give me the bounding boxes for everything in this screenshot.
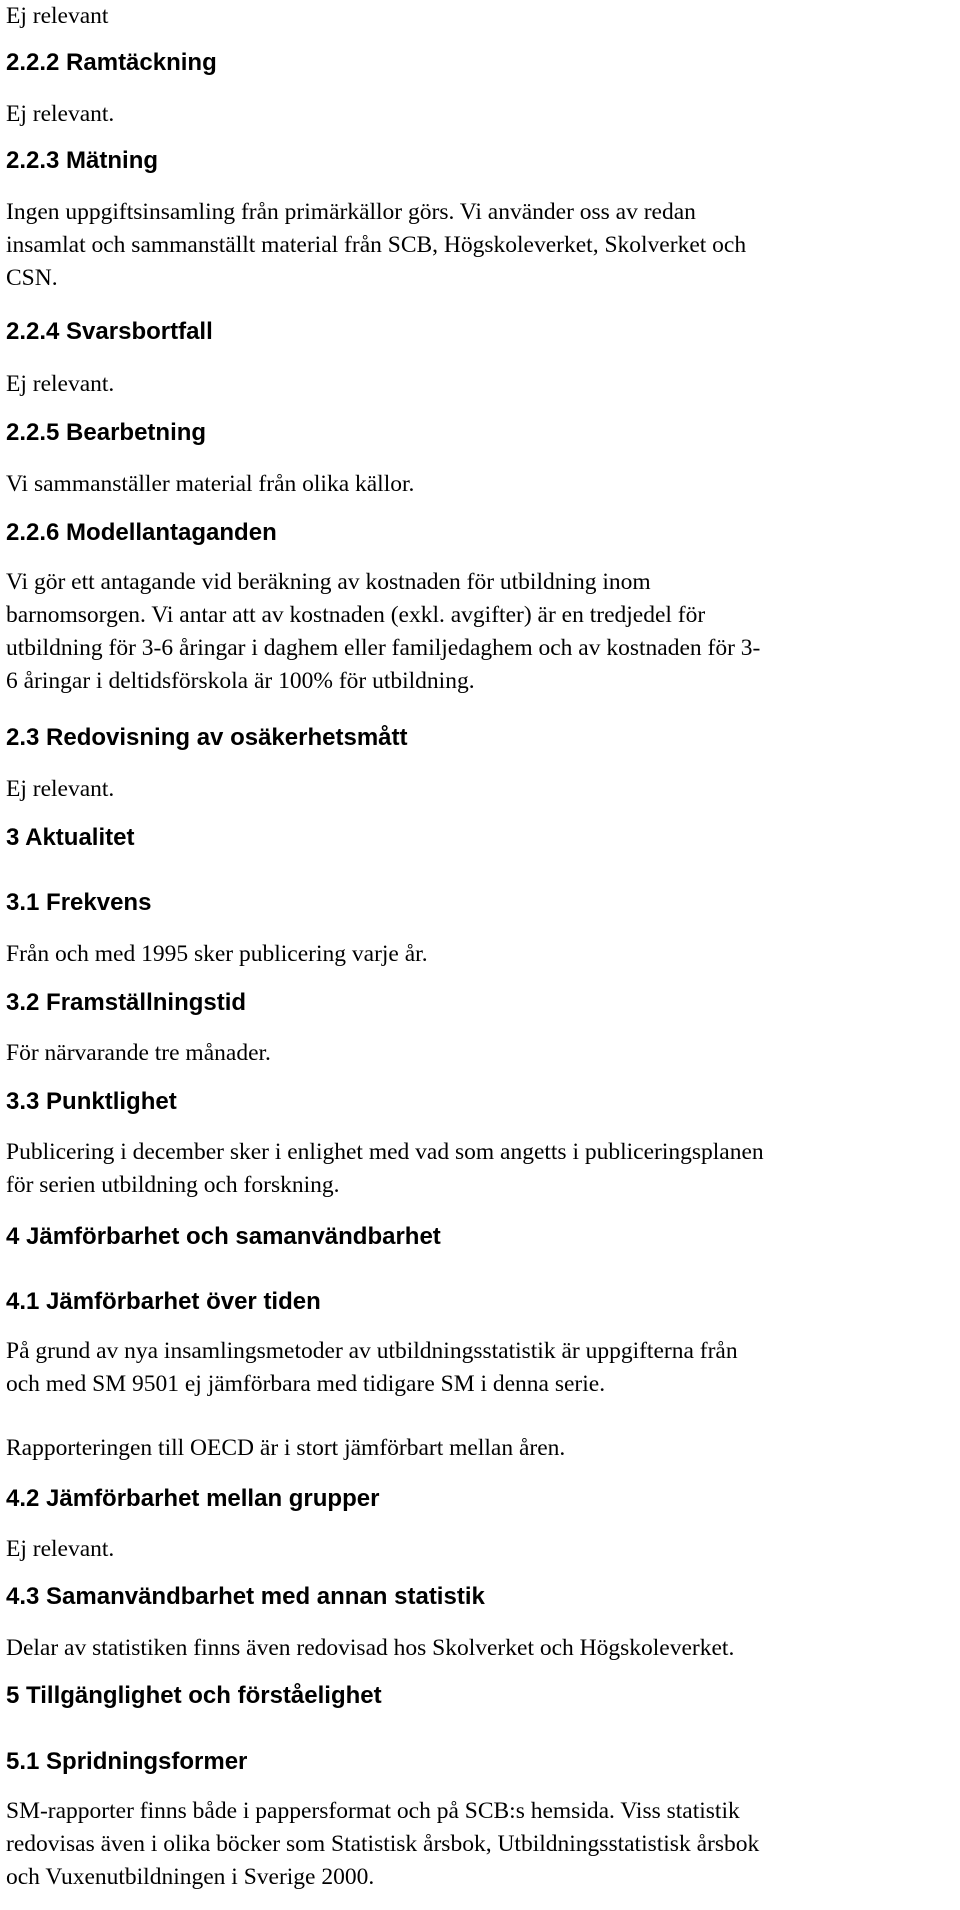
section-heading bbox=[6, 1747, 247, 1777]
paragraph bbox=[6, 1136, 764, 1202]
text-line: Vi sammanställer material från olika källor. bbox=[6, 471, 415, 497]
heading-text: 5.1 Spridningsformer bbox=[6, 1748, 248, 1775]
paragraph bbox=[6, 1037, 271, 1070]
section-heading bbox=[6, 1484, 379, 1514]
heading-text: 4.3 Samanvändbarhet med annan statistik bbox=[6, 1583, 485, 1610]
section-heading bbox=[6, 146, 158, 176]
heading-text: 3 Aktualitet bbox=[6, 824, 135, 851]
text-line: Vi gör ett antagande vid beräkning av kostnaden för utbildning inom bbox=[6, 569, 651, 595]
heading-text: 2.2.5 Bearbetning bbox=[6, 419, 207, 446]
paragraph bbox=[6, 196, 746, 295]
heading-text: 4 Jämförbarhet och samanvändbarhet bbox=[6, 1223, 441, 1250]
paragraph bbox=[6, 1432, 565, 1465]
section-heading bbox=[6, 723, 407, 753]
text-line: och med SM 9501 ej jämförbara med tidigare SM i denna serie. bbox=[6, 1371, 606, 1397]
heading-text: 5 Tillgänglighet och förståelighet bbox=[6, 1682, 382, 1709]
paragraph bbox=[6, 468, 414, 501]
section-heading bbox=[6, 1287, 321, 1317]
section-heading bbox=[6, 1087, 177, 1117]
text-line: Ej relevant. bbox=[6, 1536, 115, 1562]
heading-text: 2.2.4 Svarsbortfall bbox=[6, 318, 213, 345]
text-line: Ej relevant. bbox=[6, 776, 115, 802]
text-line: och Vuxenutbildningen i Sverige 2000. bbox=[6, 1864, 375, 1890]
text-line: Publicering i december sker i enlighet med vad som angetts i publiceringsplanen bbox=[6, 1139, 764, 1165]
section-heading bbox=[6, 1582, 485, 1612]
paragraph bbox=[6, 368, 114, 401]
heading-text: 2.2.3 Mätning bbox=[6, 147, 159, 174]
text-line: Från och med 1995 sker publicering varje år. bbox=[6, 941, 428, 967]
heading-text: 4.2 Jämförbarhet mellan grupper bbox=[6, 1485, 380, 1512]
text-line: CSN. bbox=[6, 265, 58, 291]
paragraph bbox=[6, 566, 760, 698]
text-line: Ingen uppgiftsinsamling från primärkällor görs. Vi använder oss av redan bbox=[6, 199, 696, 225]
text-line: för serien utbildning och forskning. bbox=[6, 1172, 340, 1198]
text-line: Ej relevant bbox=[6, 3, 109, 29]
heading-text: 3.2 Framställningstid bbox=[6, 989, 247, 1016]
text-line: Rapporteringen till OECD är i stort jämförbart mellan åren. bbox=[6, 1435, 566, 1461]
paragraph bbox=[6, 1632, 734, 1665]
paragraph bbox=[6, 773, 114, 806]
section-heading bbox=[6, 1681, 382, 1711]
text-line: Ej relevant. bbox=[6, 101, 115, 127]
section-heading bbox=[6, 317, 213, 347]
paragraph bbox=[6, 938, 428, 971]
section-heading bbox=[6, 518, 277, 548]
heading-text: 3.3 Punktlighet bbox=[6, 1088, 177, 1115]
text-line: insamlat och sammanställt material från SCB, Högskoleverket, Skolverket och bbox=[6, 232, 747, 258]
text-line: redovisas även i olika böcker som Statistisk årsbok, Utbildningsstatistisk årsbok bbox=[6, 1831, 760, 1857]
section-heading bbox=[6, 988, 246, 1018]
paragraph bbox=[6, 98, 114, 131]
heading-text: 4.1 Jämförbarhet över tiden bbox=[6, 1288, 321, 1315]
section-heading bbox=[6, 48, 217, 78]
text-line: På grund av nya insamlingsmetoder av utbildningsstatistik är uppgifterna från bbox=[6, 1338, 738, 1364]
text-line: SM-rapporter finns både i pappersformat och på SCB:s hemsida. Viss statistik bbox=[6, 1798, 740, 1824]
paragraph bbox=[6, 1795, 759, 1894]
text-line: Ej relevant. bbox=[6, 371, 115, 397]
section-heading bbox=[6, 1222, 441, 1252]
text-line: För närvarande tre månader. bbox=[6, 1040, 271, 1066]
section-heading bbox=[6, 418, 206, 448]
section-heading bbox=[6, 888, 151, 918]
section-heading bbox=[6, 823, 134, 853]
heading-text: 2.2.2 Ramtäckning bbox=[6, 49, 217, 76]
paragraph bbox=[6, 0, 108, 33]
heading-text: 2.3 Redovisning av osäkerhetsmått bbox=[6, 724, 408, 751]
paragraph bbox=[6, 1533, 114, 1566]
heading-text: 2.2.6 Modellantaganden bbox=[6, 519, 277, 546]
text-line: utbildning för 3-6 åringar i daghem eller familjedaghem och av kostnaden för 3- bbox=[6, 635, 761, 661]
text-line: Delar av statistiken finns även redovisad hos Skolverket och Högskoleverket. bbox=[6, 1635, 735, 1661]
text-line: barnomsorgen. Vi antar att av kostnaden (exkl. avgifter) är en tredjedel för bbox=[6, 602, 706, 628]
text-line: 6 åringar i deltidsförskola är 100% för utbildning. bbox=[6, 668, 475, 694]
heading-text: 3.1 Frekvens bbox=[6, 889, 152, 916]
paragraph bbox=[6, 1335, 738, 1401]
